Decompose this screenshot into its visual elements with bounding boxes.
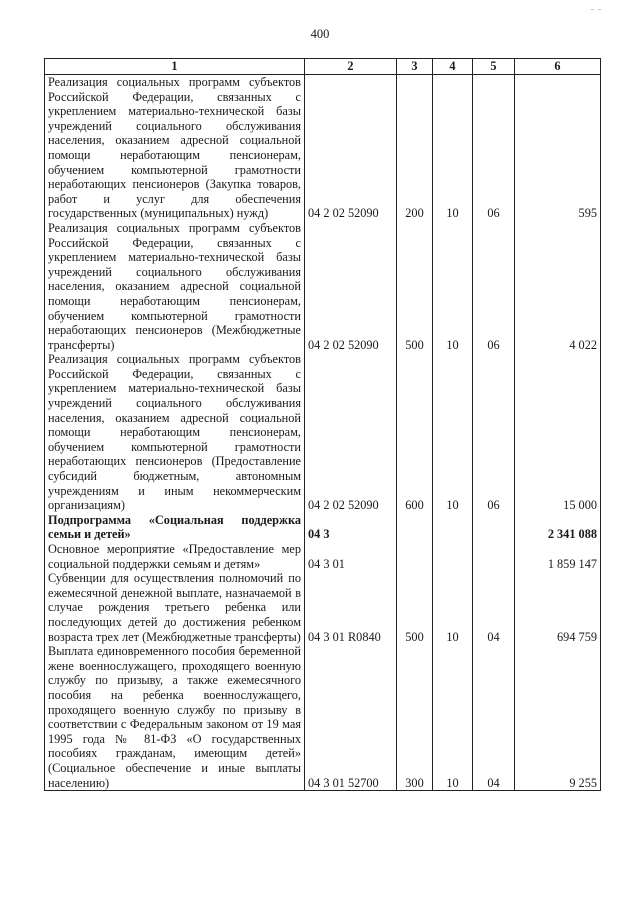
row-col4: 10	[433, 644, 473, 790]
row-col4: 10	[433, 221, 473, 352]
column-header-3: 3	[397, 59, 433, 75]
row-name: Реализация социальных программ субъектов Российской Федерации, связанных с укреплением материально-технической базы учреждений социального обслуживания населения, оказанием адресной социальной помощи неработающим пенсионерам, обучением компьютерной грамотности неработающих пенсионеров (Закупка товаров, работ и услуг для обеспечения государственных (муниципальных) нужд)	[45, 75, 305, 221]
row-amount: 4 022	[515, 221, 601, 352]
row-name: Подпрограмма «Социальная поддержка семьи и детей»	[45, 513, 305, 542]
row-code: 04 3	[305, 513, 397, 542]
row-col5	[473, 513, 515, 542]
row-name: Основное мероприятие «Предоставление мер социальной поддержки семьям и детям»	[45, 542, 305, 571]
row-code: 04 3 01 52700	[305, 644, 397, 790]
row-col5: 06	[473, 352, 515, 513]
column-header-4: 4	[433, 59, 473, 75]
row-col3	[397, 513, 433, 542]
row-code: 04 2 02 52090	[305, 75, 397, 221]
row-col3: 300	[397, 644, 433, 790]
table-row	[45, 571, 601, 644]
row-amount: 2 341 088	[515, 513, 601, 542]
row-amount: 9 255	[515, 644, 601, 790]
scan-artifact: ⁻ ⁻	[590, 6, 602, 16]
row-amount: 595	[515, 75, 601, 221]
row-col5: 04	[473, 644, 515, 790]
row-name: Реализация социальных программ субъектов Российской Федерации, связанных с укреплением материально-технической базы учреждений социального обслуживания населения, оказанием адресной социальной помощи неработающим пенсионерам, обучением компьютерной грамотности неработающих пенсионеров (Межбюджетные трансферты)	[45, 221, 305, 352]
table-body	[45, 75, 601, 791]
row-col4: 10	[433, 75, 473, 221]
table-row	[45, 221, 601, 352]
row-col4: 10	[433, 352, 473, 513]
row-col3: 500	[397, 221, 433, 352]
table-header	[45, 59, 601, 75]
row-amount: 694 759	[515, 571, 601, 644]
table-row	[45, 644, 601, 790]
column-header-5: 5	[473, 59, 515, 75]
column-header-6: 6	[515, 59, 601, 75]
row-code: 04 2 02 52090	[305, 221, 397, 352]
row-name: Субвенции для осуществления полномочий по ежемесячной денежной выплате, назначаемой в случае рождения третьего ребенка или последующих детей до достижения ребенком возраста трех лет (Межбюджетные трансферты)	[45, 571, 305, 644]
row-col3: 600	[397, 352, 433, 513]
row-code: 04 2 02 52090	[305, 352, 397, 513]
row-amount: 15 000	[515, 352, 601, 513]
row-col4	[433, 513, 473, 542]
row-col4	[433, 542, 473, 571]
column-header-2: 2	[305, 59, 397, 75]
row-name: Реализация социальных программ субъектов Российской Федерации, связанных с укреплением материально-технической базы учреждений социального обслуживания населения, оказанием адресной социальной помощи неработающим пенсионерам, обучением компьютерной грамотности неработающих пенсионеров (Предоставление субсидий бюджетным, автономным учреждениям и иным некоммерческим организациям)	[45, 352, 305, 513]
row-col3	[397, 542, 433, 571]
table-row	[45, 352, 601, 513]
page-number: 400	[310, 27, 330, 41]
row-col5: 06	[473, 221, 515, 352]
row-col5: 04	[473, 571, 515, 644]
row-col3: 200	[397, 75, 433, 221]
row-col5: 06	[473, 75, 515, 221]
budget-table	[44, 58, 601, 791]
row-amount: 1 859 147	[515, 542, 601, 571]
row-col3: 500	[397, 571, 433, 644]
table-row	[45, 75, 601, 221]
column-header-1: 1	[45, 59, 305, 75]
table-row	[45, 513, 601, 542]
row-code: 04 3 01	[305, 542, 397, 571]
row-col4: 10	[433, 571, 473, 644]
table-row	[45, 542, 601, 571]
row-col5	[473, 542, 515, 571]
row-code: 04 3 01 R0840	[305, 571, 397, 644]
row-name: Выплата единовременного пособия беременной жене военнослужащего, проходящего военную службу по призыву, а также ежемесячного пособия на ребенка военнослужащего, проходящего военную службу по призыву в соответствии с Федеральным законом от 19 мая 1995 года № 81-ФЗ «О государственных пособиях гражданам, имеющим детей» (Социальное обеспечение и иные выплаты населению)	[45, 644, 305, 790]
